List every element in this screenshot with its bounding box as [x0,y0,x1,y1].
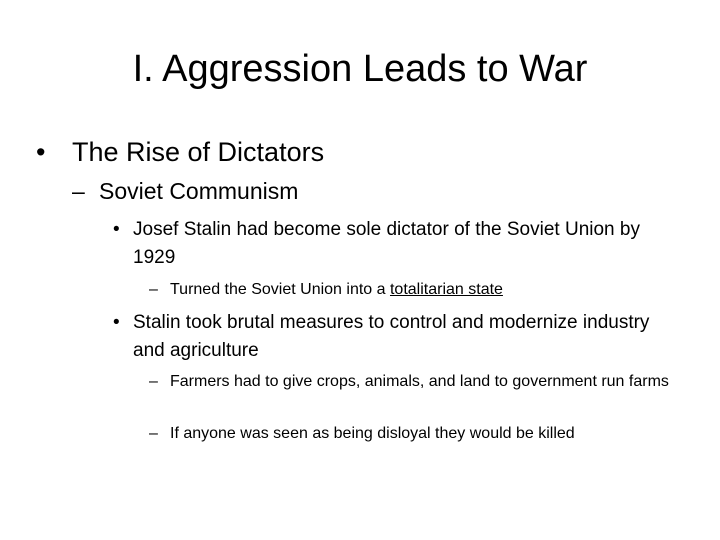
slide-title: I. Aggression Leads to War [132,48,588,90]
bullet-item [113,216,673,272]
bullet-marker: • [113,312,120,333]
bullet-item [149,371,689,393]
bullet-text: If anyone was seen as being disloyal they would be killed [170,425,575,442]
dash-marker: – [149,425,158,442]
key-term: totalitarian state [389,281,503,298]
bullet-text: Soviet Communism [99,178,299,204]
bullet-item [149,279,689,301]
bullet-text-prefix: Turned the Soviet Union into a [170,281,390,298]
bullet-item [113,309,693,365]
dash-marker: – [72,178,85,204]
bullet-text: The Rise of Dictators [72,137,325,167]
bullet-item [36,136,686,168]
dash-marker: – [149,373,158,390]
bullet-marker: • [36,137,46,167]
bullet-item [72,177,682,205]
bullet-text: Stalin took brutal measures to control and modernize industry and agriculture [133,312,650,361]
bullet-text: Josef Stalin had become sole dictator of the Soviet Union by 1929 [133,219,640,268]
bullet-text: Farmers had to give crops, animals, and land to government run farms [170,373,669,390]
bullet-marker: • [113,219,120,240]
bullet-text [170,279,689,301]
bullet-item [149,423,689,445]
dash-marker: – [149,281,158,298]
